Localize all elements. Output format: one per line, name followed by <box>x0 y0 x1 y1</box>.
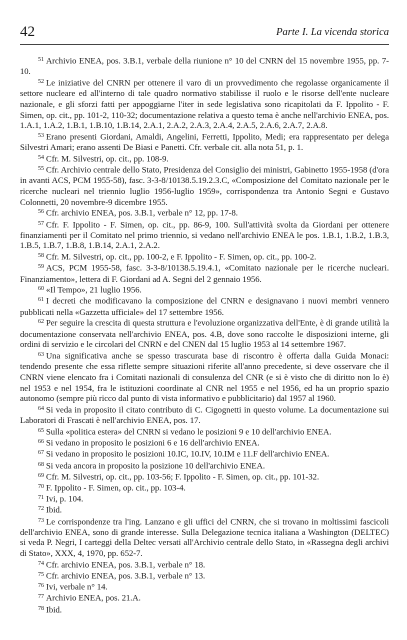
footnote-text: Cfr. archivio ENEA, pos. 3.B.1, verbale n° 13. <box>46 570 206 581</box>
footnote-text: Le corrispondenze tra l'ing. Lanzano e gli uffici del CNRN, che si trovano in moltissimi fascicoli dell'archivio ENEA, sono di grande interesse. Sulla Delegazione tecnica italiana a Washington (DELTEC) si veda P. Negri, I carteggi della Deltec versati all'Archivio centrale dello Stato, in «Rassegna degli archivi di Stato», XXX, 4, 1970, pp. 652-7. <box>20 516 389 559</box>
footnote-number: 62 <box>38 319 44 326</box>
footnote-text: Si veda in proposito il citato contributo di C. Cigognetti in questo volume. La documentazione sui Laboratori di Frascati è nell'archivio ENEA, pos. 17. <box>20 404 389 426</box>
footnote-text: F. Ippolito - F. Simen, op. cit., pp. 103-4. <box>46 482 186 493</box>
footnote <box>20 437 389 448</box>
footnote <box>20 317 389 350</box>
footnote-number: 72 <box>38 506 44 513</box>
footnote-text: Erano presenti Giordani, Amaldi, Angelini, Ferretti, Ippolito, Medi; era rappresentato per delega Silvestri Amari; erano assenti De Biasi e Panetti. Cfr. verbale cit. alla nota 51, p. 1. <box>20 131 389 153</box>
footnote <box>20 460 389 471</box>
footnote-number: 78 <box>38 605 44 612</box>
footnote-text: Cfr. M. Silvestri, op. cit., pp. 103-56; F. Ippolito - F. Simen, op. cit., pp. 101-32. <box>46 471 320 482</box>
footnote-number: 71 <box>38 495 44 502</box>
footnote-number: 61 <box>38 297 44 304</box>
footnote-number: 68 <box>38 461 44 468</box>
footnote-text: «Il Tempo», 21 luglio 1956. <box>46 284 142 295</box>
footnote-text: Le iniziative del CNRN per ottenere il varo di un provvedimento che regolasse organicamente il settore nucleare ed all'interno di tale quadro normativo stabilisse il ruolo e le risorse dell'ente nucleare nazionale, e gli sforzi fatti per appoggiarne l'iter in sede legislativa sono ricapitolati da F. Ippolito - F. Simen, op. cit., pp. 101-2, 110-32; documentazione relativa a questo tema è anche nell'archivio ENEA, pos. 1.A.1, 1.A.2, 1.B.1, 1.B.10, 1.B.14, 2.A.1, 2.A.2, 2.A.3, 2.A.4, 2.A.5, 2.A.6, 2.A.7, 2.A.8. <box>20 77 389 131</box>
footnote-text: ACS, PCM 1955-58, fasc. 3-3-8/10138.5.19.4.1, «Comitato nazionale per le ricerche nucleari. Finanziamento», lettera di F. Giordani ad A. Segni del 2 gennaio 1956. <box>20 262 389 284</box>
footnote <box>20 570 389 581</box>
footnote <box>20 504 389 515</box>
footnote-number: 64 <box>38 406 44 412</box>
footnote <box>20 77 389 131</box>
footnote <box>20 350 389 404</box>
footnote <box>20 471 389 482</box>
footnote-number: 56 <box>38 209 44 216</box>
footnote-number: 73 <box>38 517 44 524</box>
footnote <box>20 219 389 252</box>
footnote-number: 76 <box>38 583 44 590</box>
footnote-number: 54 <box>38 154 44 161</box>
footnote <box>20 592 389 603</box>
footnote-number: 51 <box>38 57 44 63</box>
footnote-number: 77 <box>38 594 44 601</box>
footnote <box>20 581 389 592</box>
page-header <box>20 24 389 45</box>
footnote <box>20 493 389 504</box>
footnote <box>20 295 389 317</box>
footnote-text: Una significativa anche se spesso trascurata base di riscontro è offerta dalla Guida Monaci: tendendo presente che essa riflette sempre situazioni riferite all'anno precedente, si deve osservare che il CNRN viene elencato fra i Comitati nazionali di consulenza del CNR (e si è visto che di diritto non lo è) nel 1953 e nel 1954, fra le istituzioni coordinate al CNR nel 1955 e nel 1956, ed ha un proprio spazio autonomo (sempre più ricco dal punto di vista informativo e pubblicitario) dal 1957 al 1960. <box>20 350 389 404</box>
footnote <box>20 55 389 77</box>
footnote-number: 53 <box>38 132 44 139</box>
footnote <box>20 404 389 426</box>
footnote-number: 52 <box>38 78 44 85</box>
footnotes-list <box>20 55 389 615</box>
footnote-text: Archivio ENEA, pos. 21.A. <box>46 592 141 603</box>
footnote-number: 74 <box>38 560 44 567</box>
footnote-text: Ibid. <box>46 604 62 615</box>
footnote-number: 67 <box>38 450 44 457</box>
footnote-text: Cfr. Archivio centrale dello Stato, Presidenza del Consiglio dei ministri, Gabinetto 1955-1958 (d'ora in avanti ACS, PCM 1955-58), fasc. 3-3-8/10138.5.19.2.3.C, «Composizione del Comitato nazionale per le ricerche nucleari nel triennio luglio 1956-luglio 1959», corrispondenza tra Antonio Segni e Gustavo Colonnetti, 20 novembre-9 dicembre 1955. <box>20 164 389 207</box>
footnote-text: Cfr. archivio ENEA, pos. 3.B.1, verbale n° 18. <box>46 559 206 570</box>
page-number: 42 <box>20 24 35 40</box>
footnote-number: 66 <box>38 439 44 446</box>
footnote-text: Ibid. <box>46 504 62 515</box>
footnote <box>20 448 389 459</box>
footnote-text: Per seguire la crescita di questa struttura e l'evoluzione organizzativa dell'Ente, è di grande utilità la documentazione conservata nell'archivio ENEA, pos. 4.B, dove sono raccolte le disposizioni interne, gli ordini di servizio e le circolari del CNRN e del CNEN dal 15 luglio 1953 al 14 settembre 1967. <box>20 317 389 350</box>
footnote-number: 70 <box>38 483 44 490</box>
footnote <box>20 516 389 559</box>
footnote-text: Cfr. M. Silvestri, op. cit., pp. 100-2, e F. Ippolito - F. Simen, op. cit., pp. 100-2. <box>46 251 317 262</box>
footnote <box>20 207 389 218</box>
footnote <box>20 284 389 295</box>
footnote-text: Si veda ancora in proposito la posizione 10 dell'archivio ENEA. <box>46 460 265 471</box>
footnote-text: Si vedano in proposito le posizioni 10.IC, 10.IV, 10.IM e 11.F dell'archivio ENEA. <box>46 448 330 459</box>
footnote-number: 60 <box>38 286 44 293</box>
footnote <box>20 131 389 153</box>
footnote <box>20 153 389 164</box>
footnote-number: 65 <box>38 427 44 434</box>
footnote-number: 69 <box>38 472 44 479</box>
footnote <box>20 251 389 262</box>
footnote-number: 75 <box>38 572 44 579</box>
footnote-number: 59 <box>38 264 44 271</box>
footnote-number: 57 <box>38 220 44 227</box>
footnote-text: Ivi, p. 104. <box>46 493 84 504</box>
footnote-text: I decreti che modificavano la composizione del CNRN e designavano i nuovi membri vennero pubblicati nella «Gazzetta ufficiale» del 17 settembre 1956. <box>20 295 389 317</box>
footnote <box>20 559 389 570</box>
footnote-number: 58 <box>38 253 44 260</box>
footnote-text: Cfr. F. Ippolito - F. Simen, op. cit., pp. 86-9, 100. Sull'attività svolta da Giordani per ottenere finanziamenti per il Comitato nel primo triennio, si vedano nell'archivio ENEA le pos. 1.B.1, 1.B.2, 1.B.3, 1.B.5, 1.B.7, 1.B.8, 1.B.14, 2.A.1, 2.A.2. <box>20 219 389 251</box>
footnote <box>20 164 389 207</box>
running-head: Parte I. La vicenda storica <box>276 27 389 38</box>
footnote-text: Ivi, verbale n° 14. <box>46 581 108 592</box>
footnote <box>20 604 389 615</box>
footnote-text: Sulla «politica estera» del CNRN si vedano le posizioni 9 e 10 dell'archivio ENEA. <box>46 426 332 437</box>
footnote <box>20 262 389 284</box>
footnote <box>20 482 389 493</box>
footnote-text: Si vedano in proposito le posizioni 6 e 16 dell'archivio ENEA. <box>46 437 260 448</box>
footnote-text: Cfr. archivio ENEA, pos. 3.B.1, verbale n° 12, pp. 17-8. <box>46 207 238 218</box>
footnote-text: Archivio ENEA, pos. 3.B.1, verbale della riunione n° 10 del CNRN del 15 novembre 1955, pp. 7-10. <box>20 55 389 77</box>
footnote-number: 63 <box>38 351 44 358</box>
footnote-text: Cfr. M. Silvestri, op. cit., pp. 108-9. <box>46 153 169 164</box>
footnote <box>20 426 389 437</box>
footnote-number: 55 <box>38 166 44 173</box>
